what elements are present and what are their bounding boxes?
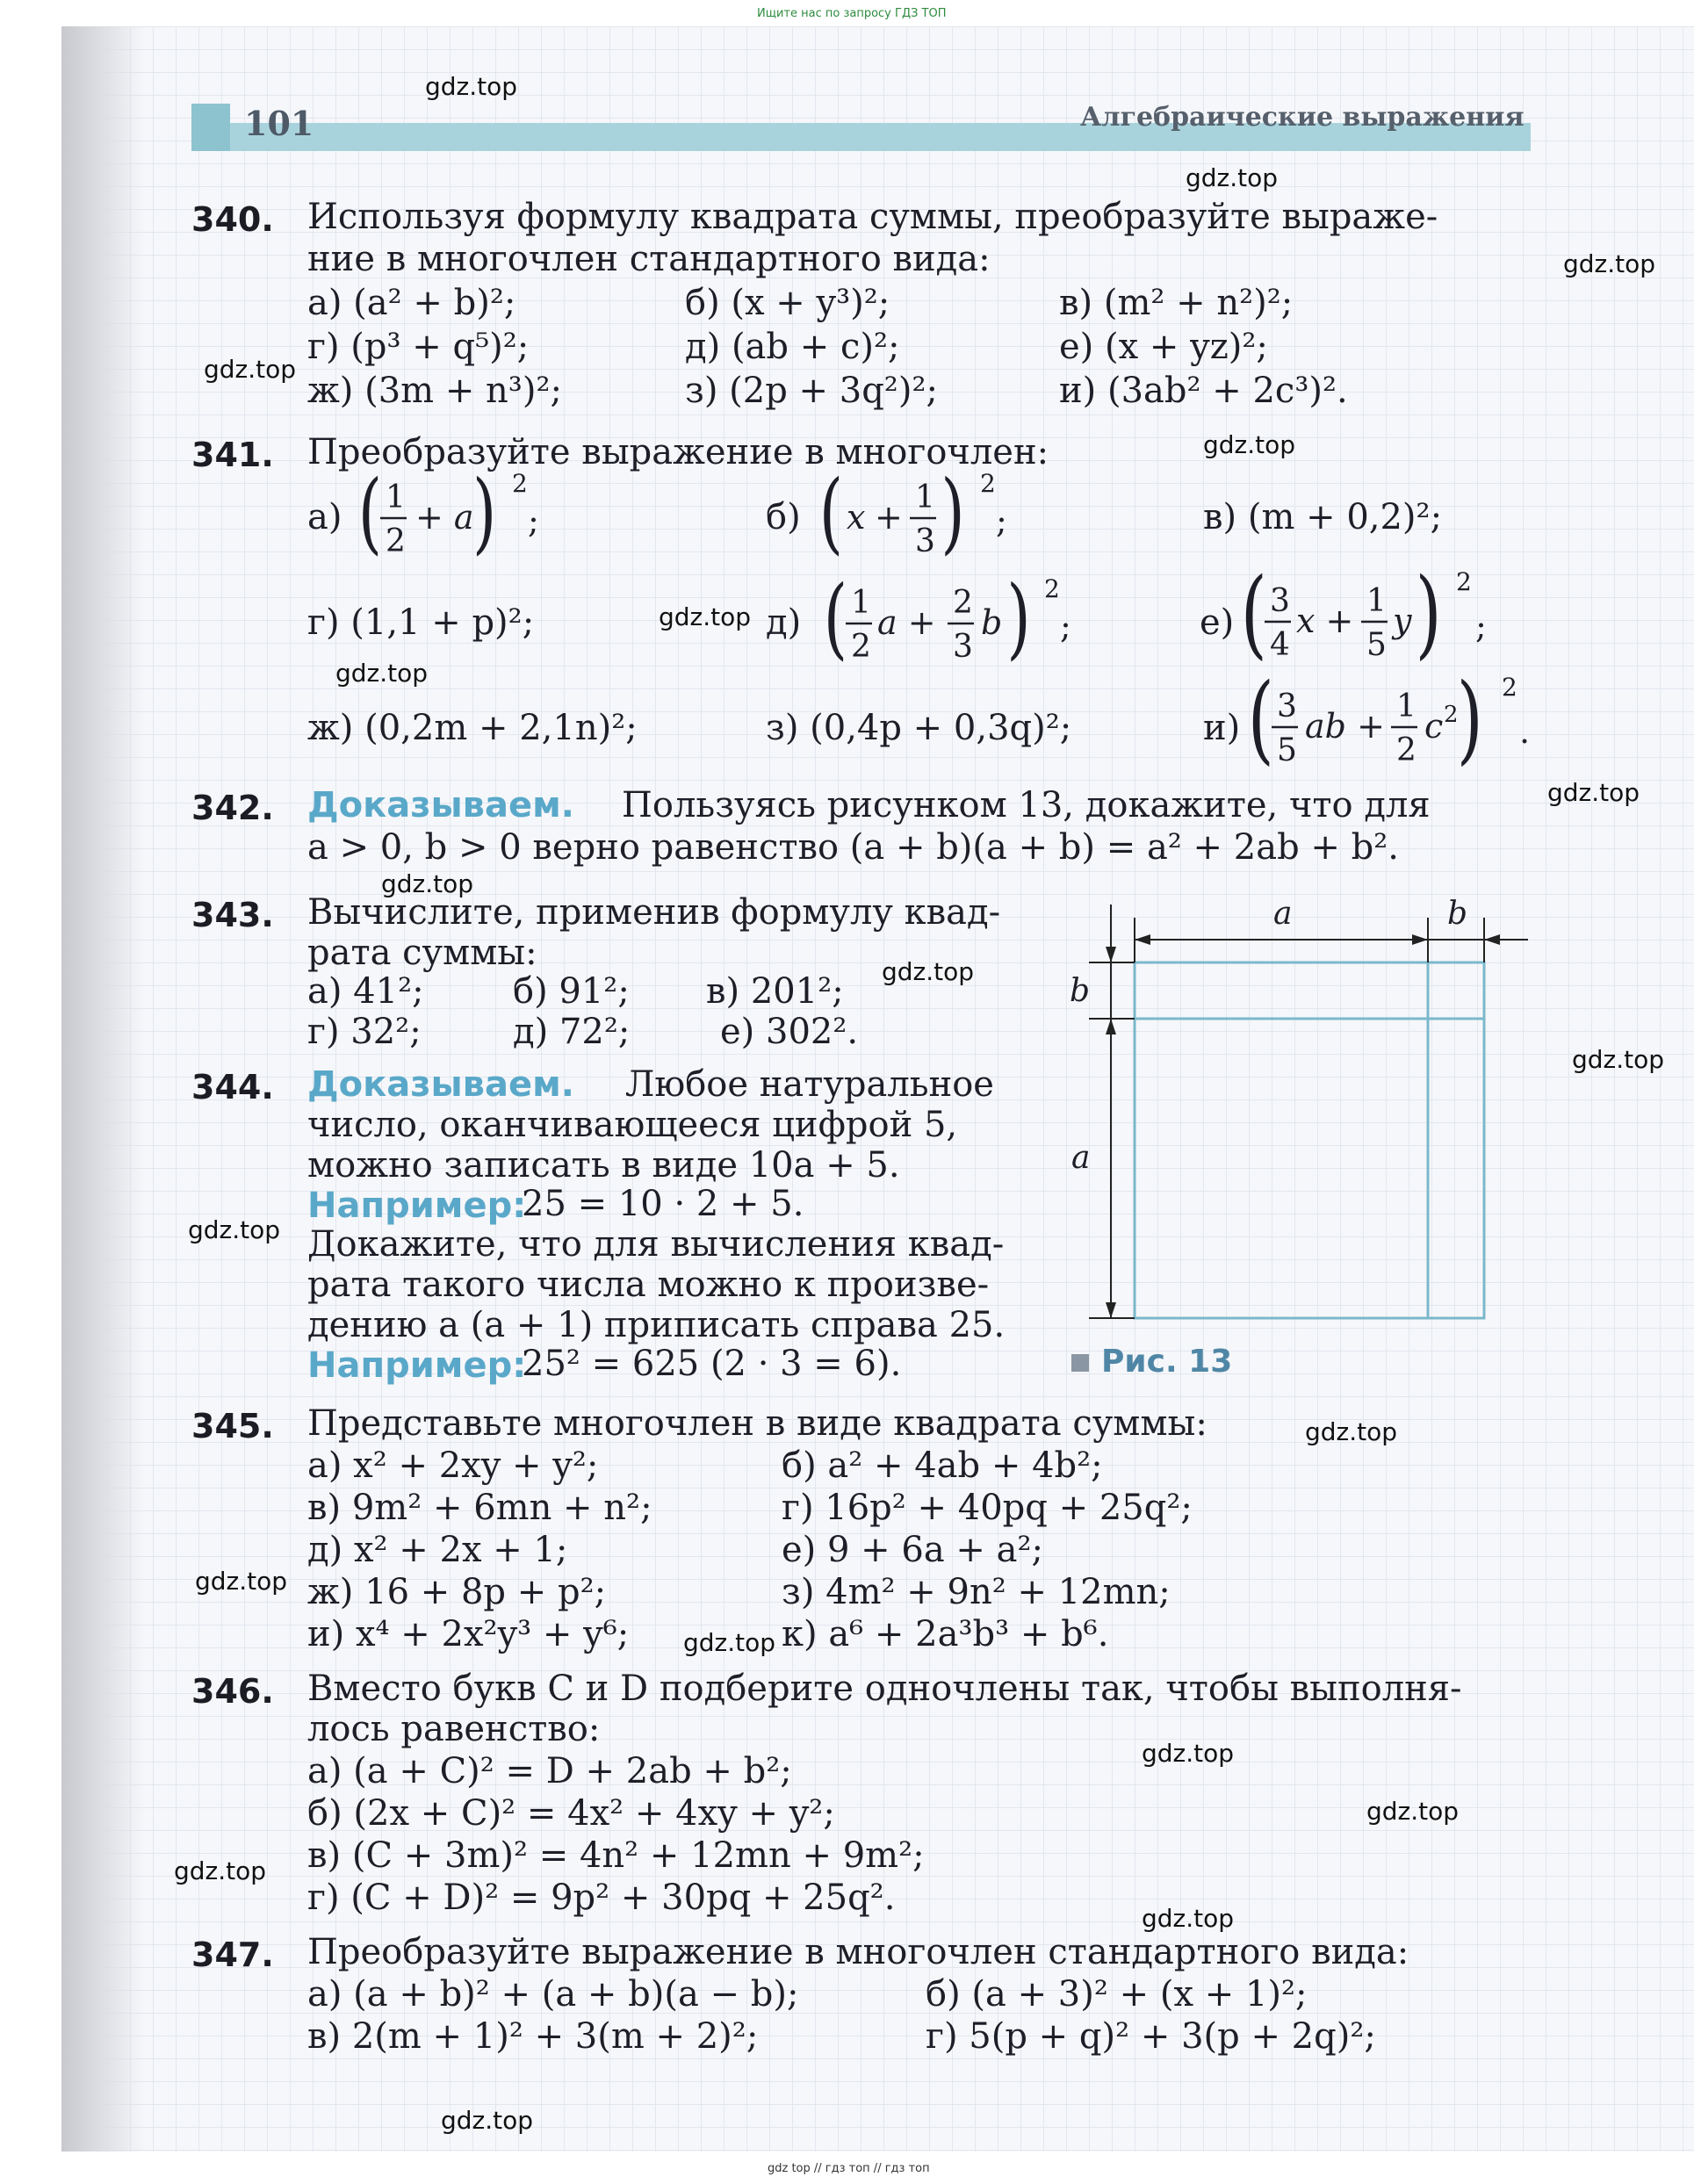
- numerator: 1: [386, 479, 406, 515]
- denominator: 5: [1277, 732, 1297, 768]
- watermark: gdz.top: [195, 1567, 288, 1596]
- numerator: 1: [915, 479, 935, 515]
- problem-346-number: 346.: [191, 1672, 274, 1711]
- problem-344-text: число, оканчивающееся цифрой 5,: [307, 1105, 958, 1145]
- problem-345-item: г) 16p² + 40pq + 25q²;: [782, 1488, 1193, 1528]
- problem-345-text: Представьте многочлен в виде квадрата суммы:: [307, 1403, 1207, 1444]
- term: + a: [415, 498, 474, 537]
- problem-341-text: Преобразуйте выражение в многочлен:: [307, 432, 1049, 472]
- label-a-left: a: [1071, 1140, 1091, 1176]
- term: b: [981, 603, 1003, 642]
- numerator: 1: [1396, 688, 1416, 724]
- numerator: 1: [1366, 583, 1387, 619]
- problem-343-item: е) 302².: [720, 1012, 859, 1052]
- problem-347-item: б) (a + 3)² + (x + 1)²;: [926, 1974, 1308, 2015]
- problem-340-item: и) (3ab² + 2c³)².: [1059, 371, 1348, 411]
- watermark: gdz.top: [1563, 249, 1656, 278]
- problem-343-item: д) 72²;: [513, 1012, 631, 1052]
- denominator: 3: [915, 523, 935, 559]
- problem-340-text: Используя формулу квадрата суммы, преобразуйте выраже-: [307, 197, 1438, 237]
- term: a +: [877, 603, 936, 642]
- problem-341-item: е): [1200, 602, 1235, 643]
- arrow-head: [1106, 1302, 1116, 1318]
- watermark: gdz.top: [1572, 1045, 1665, 1074]
- page-number: 101: [244, 104, 314, 143]
- arrow-head: [1135, 934, 1150, 945]
- paren-left: (: [1247, 667, 1274, 775]
- separator: ;: [1475, 607, 1487, 645]
- problem-341-item: д): [766, 602, 802, 643]
- problem-340-item: з) (2p + 3q²)²;: [685, 371, 938, 411]
- exponent: 2: [512, 469, 528, 498]
- problem-344-number: 344.: [191, 1068, 274, 1106]
- term: x +: [1296, 602, 1354, 640]
- fraction-expression-341i: [1245, 667, 1535, 782]
- problem-345-item: б) a² + 4ab + 4b²;: [782, 1445, 1103, 1486]
- problem-346-item: б) (2x + C)² = 4x² + 4xy + y²;: [307, 1793, 835, 1834]
- example-label: Например:: [307, 1186, 527, 1226]
- caption-marker: [1071, 1354, 1089, 1372]
- problem-347-item: г) 5(p + q)² + 3(p + 2q)²;: [926, 2016, 1376, 2057]
- problem-346-text: Вместо букв C и D подберите одночлены так, чтобы выполня-: [307, 1669, 1462, 1709]
- example-text: 25 = 10 · 2 + 5.: [522, 1184, 804, 1224]
- problem-340-item: д) (ab + c)²;: [685, 327, 900, 367]
- bottom-notice: gdz top // гдз топ // гдз топ: [768, 2162, 930, 2175]
- exponent: 2: [1444, 702, 1459, 728]
- numerator: 1: [851, 585, 871, 621]
- problem-345-item: к) a⁶ + 2a³b³ + b⁶.: [782, 1614, 1109, 1654]
- problem-344-text: дению a (a + 1) приписать справа 25.: [307, 1305, 1006, 1345]
- problem-345-number: 345.: [191, 1407, 274, 1445]
- watermark: gdz.top: [1366, 1797, 1460, 1826]
- numerator: 3: [1270, 583, 1290, 619]
- problem-342-number: 342.: [191, 789, 274, 827]
- top-notice: Ищите нас по запросу ГДЗ ТОП: [757, 7, 947, 20]
- problem-345-item: в) 9m² + 6mn + n²;: [307, 1488, 652, 1528]
- problem-345-item: е) 9 + 6a + a²;: [782, 1530, 1043, 1570]
- problem-343-text: рата суммы:: [307, 933, 537, 973]
- section-title: Алгебраические выражения: [1080, 102, 1525, 133]
- denominator: 5: [1366, 627, 1387, 663]
- watermark: gdz.top: [659, 602, 752, 631]
- arrow-head: [1106, 1019, 1116, 1034]
- example-text: 25² = 625 (2 · 3 = 6).: [522, 1344, 902, 1384]
- watermark: gdz.top: [683, 1628, 776, 1657]
- watermark: gdz.top: [335, 659, 429, 688]
- problem-342-highlight: Доказываем.: [307, 785, 574, 825]
- separator: .: [1519, 712, 1531, 751]
- watermark: gdz.top: [1203, 430, 1296, 459]
- watermark: gdz.top: [882, 957, 975, 986]
- problem-340-item: е) (x + yz)²;: [1059, 327, 1268, 367]
- problem-343-item: в) 201²;: [706, 971, 844, 1012]
- arrow-head: [1106, 947, 1116, 962]
- denominator: 2: [1396, 732, 1416, 768]
- exponent: 2: [1502, 673, 1517, 702]
- watermark: gdz.top: [1142, 1904, 1235, 1933]
- problem-346-item: г) (C + D)² = 9p² + 30pq + 25q².: [307, 1878, 896, 1918]
- separator: ;: [528, 501, 539, 540]
- fraction-expression-341e: [1238, 562, 1502, 676]
- watermark: gdz.top: [1547, 778, 1640, 807]
- problem-347-item: а) (a + b)² + (a + b)(a − b);: [307, 1974, 799, 2015]
- problem-341-item: в) (m + 0,2)²;: [1203, 497, 1443, 537]
- book-spine-shadow: [61, 26, 145, 2152]
- watermark: gdz.top: [425, 72, 518, 101]
- problem-344-text: Докажите, что для вычисления квад-: [307, 1224, 1005, 1265]
- paren-right: ): [472, 465, 497, 565]
- problem-347-text: Преобразуйте выражение в многочлен стандартного вида:: [307, 1932, 1409, 1972]
- problem-341-number: 341.: [191, 436, 274, 474]
- problem-340-item: в) (m² + n²)²;: [1059, 283, 1294, 323]
- problem-340-item: б) (x + y³)²;: [685, 283, 890, 323]
- watermark: gdz.top: [204, 355, 297, 384]
- problem-342-text: a > 0, b > 0 верно равенство (a + b)(a + b) = a² + 2ab + b².: [307, 827, 1399, 868]
- label-b-top: b: [1447, 896, 1468, 932]
- numerator: 3: [1277, 688, 1297, 724]
- exponent: 2: [1456, 567, 1472, 596]
- arrow-head: [1412, 934, 1428, 945]
- outer-square: [1135, 962, 1484, 1318]
- watermark: gdz.top: [1142, 1739, 1235, 1768]
- watermark: gdz.top: [1305, 1417, 1398, 1446]
- denominator: 2: [386, 523, 406, 559]
- arrow-head: [1484, 934, 1500, 945]
- watermark: gdz.top: [188, 1215, 281, 1244]
- paren-right: ): [1456, 667, 1483, 775]
- problem-346-item: а) (a + C)² = D + 2ab + b²;: [307, 1751, 792, 1791]
- problem-341-item: б): [766, 497, 801, 537]
- problem-343-item: а) 41²;: [307, 971, 424, 1012]
- problem-340-item: г) (p³ + q⁵)²;: [307, 327, 530, 367]
- problem-345-item: ж) 16 + 8p + p²;: [307, 1572, 607, 1612]
- numerator: 2: [953, 585, 973, 621]
- problem-345-item: з) 4m² + 9n² + 12mn;: [782, 1572, 1171, 1612]
- problem-343-item: б) 91²;: [513, 971, 630, 1012]
- denominator: 3: [953, 629, 973, 665]
- denominator: 4: [1270, 627, 1290, 663]
- problem-340-item: ж) (3m + n³)²;: [307, 371, 562, 411]
- paren-right: ): [1006, 571, 1031, 670]
- example-label: Например:: [307, 1345, 527, 1386]
- term: ab +: [1305, 707, 1385, 746]
- paren-left: (: [1240, 562, 1267, 670]
- exponent: 2: [980, 469, 996, 498]
- separator: ;: [1060, 607, 1071, 645]
- problem-346-item: в) (C + 3m)² = 4n² + 12mn + 9m²;: [307, 1835, 925, 1876]
- problem-340-number: 340.: [191, 200, 274, 239]
- paren-right: ): [1415, 562, 1442, 670]
- label-b-left: b: [1070, 973, 1091, 1009]
- problem-347-item: в) 2(m + 1)² + 3(m + 2)²;: [307, 2016, 759, 2057]
- watermark: gdz.top: [441, 2106, 534, 2135]
- problem-343-text: Вычислите, применив формулу квад-: [307, 892, 1001, 933]
- problem-340-item: а) (a² + b)²;: [307, 283, 516, 323]
- denominator: 2: [851, 629, 871, 665]
- problem-341-item: ж) (0,2m + 2,1n)²;: [307, 708, 638, 748]
- problem-343-number: 343.: [191, 896, 274, 934]
- problem-343-item: г) 32²;: [307, 1012, 422, 1052]
- fraction-expression-341d: [821, 571, 1076, 676]
- plus: +: [875, 498, 903, 537]
- problem-340-text: ние в многочлен стандартного вида:: [307, 239, 991, 279]
- label-a-top: a: [1273, 896, 1293, 932]
- term: c: [1424, 707, 1444, 746]
- problem-342-text: Пользуясь рисунком 13, докажите, что для: [622, 785, 1431, 825]
- problem-347-number: 347.: [191, 1935, 274, 1974]
- problem-344-highlight: Доказываем.: [307, 1064, 574, 1105]
- problem-341-item: а): [307, 497, 342, 537]
- problem-344-text: можно записать в виде 10a + 5.: [307, 1145, 900, 1186]
- fraction-expression-341b: [817, 465, 1010, 571]
- figure-13: [1054, 878, 1546, 1335]
- problem-344-text: Любое натуральное: [625, 1064, 994, 1105]
- problem-345-item: а) x² + 2xy + y²;: [307, 1445, 599, 1486]
- problem-341-item: г) (1,1 + p)²;: [307, 602, 535, 643]
- paren-right: ): [941, 465, 965, 565]
- problem-345-item: д) x² + 2x + 1;: [307, 1530, 568, 1570]
- exponent: 2: [1044, 574, 1060, 603]
- problem-341-item: з) (0,4p + 0,3q)²;: [766, 708, 1072, 748]
- problem-341-item: и): [1203, 708, 1241, 748]
- watermark: gdz.top: [174, 1856, 267, 1885]
- paren-left: (: [357, 465, 383, 565]
- caption-text: Рис. 13: [1101, 1344, 1233, 1380]
- header-marker: [191, 104, 230, 151]
- term: y: [1393, 602, 1412, 640]
- watermark: gdz.top: [1186, 163, 1279, 192]
- separator: ;: [996, 501, 1007, 540]
- paren-left: (: [823, 571, 848, 670]
- problem-346-text: лось равенство:: [307, 1709, 601, 1749]
- watermark: gdz.top: [381, 869, 474, 898]
- paren-left: (: [818, 465, 844, 565]
- figure-caption: [1071, 1344, 1232, 1380]
- fraction-expression-341a: [356, 465, 540, 571]
- problem-344-text: рата такого числа можно к произве-: [307, 1265, 990, 1305]
- term: x: [847, 498, 866, 537]
- problem-345-item: и) x⁴ + 2x²y³ + y⁶;: [307, 1614, 630, 1654]
